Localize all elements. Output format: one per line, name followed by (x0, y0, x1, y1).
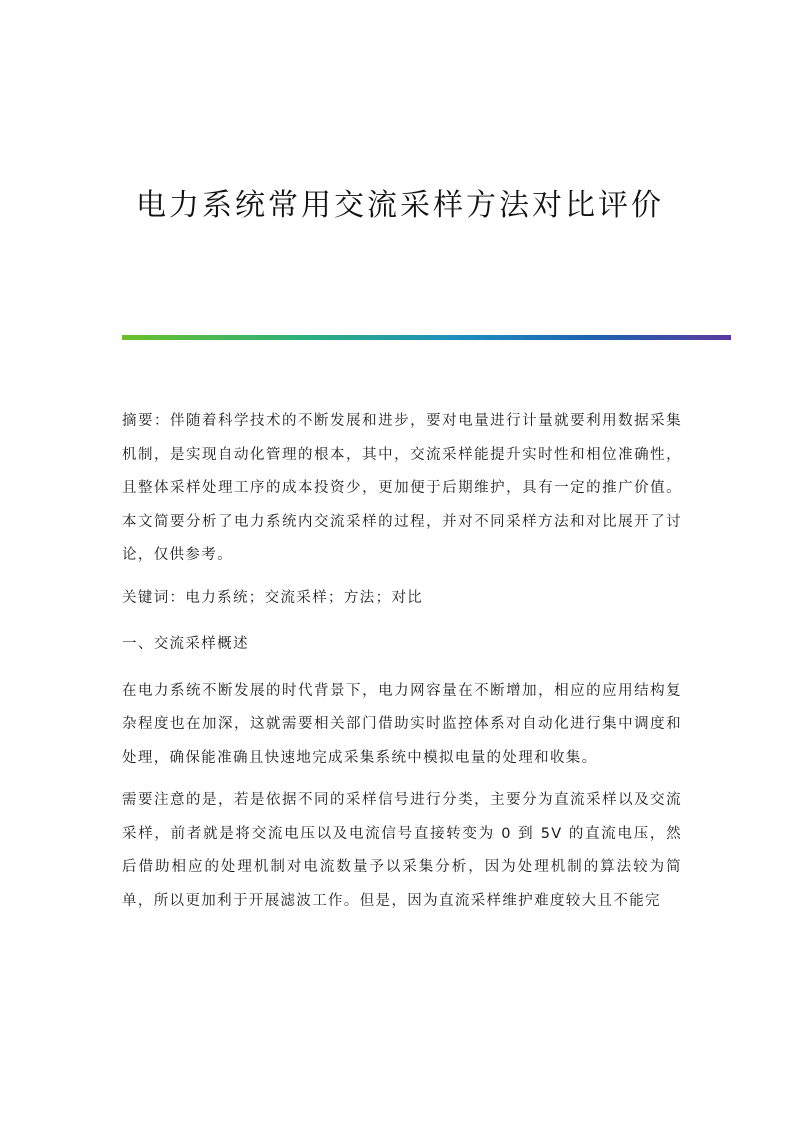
document-title: 电力系统常用交流采样方法对比评价 (136, 188, 664, 223)
body-paragraph-2: 需要注意的是，若是依据不同的采样信号进行分类，主要分为直流采样以及交流采样，前者就是将交流电压以及电流信号直接转变为 0 到 5V 的直流电压，然后借助相应的处理机制对电流数量予以采集分析，因为处理机制的算法较为简单，所以更加利于开展滤波工作。但是，因为直流采样维护难度较大且不能完 (122, 792, 682, 909)
keywords-line: 关键词：电力系统；交流采样；方法；对比 (122, 589, 424, 606)
abstract-paragraph: 摘要：伴随着科学技术的不断发展和进步，要对电量进行计量就要利用数据采集机制，是实现自动化管理的根本，其中，交流采样能提升实时性和相位准确性，且整体采样处理工序的成本投资少，更加便于后期维护，具有一定的推广价值。本文简要分析了电力系统内交流采样的过程，并对不同采样方法和对比展开了讨论，仅供参考。 (122, 413, 682, 563)
document-body (122, 405, 682, 927)
section-heading: 一、交流采样概述 (122, 636, 249, 652)
body-paragraph-1: 在电力系统不断发展的时代背景下，电力网容量在不断增加，相应的应用结构复杂程度也在加深，这就需要相关部门借助实时监控体系对自动化进行集中调度和处理，确保能准确且快速地完成采集系统中模拟电量的处理和收集。 (122, 682, 682, 766)
title-divider-rule (122, 335, 731, 340)
